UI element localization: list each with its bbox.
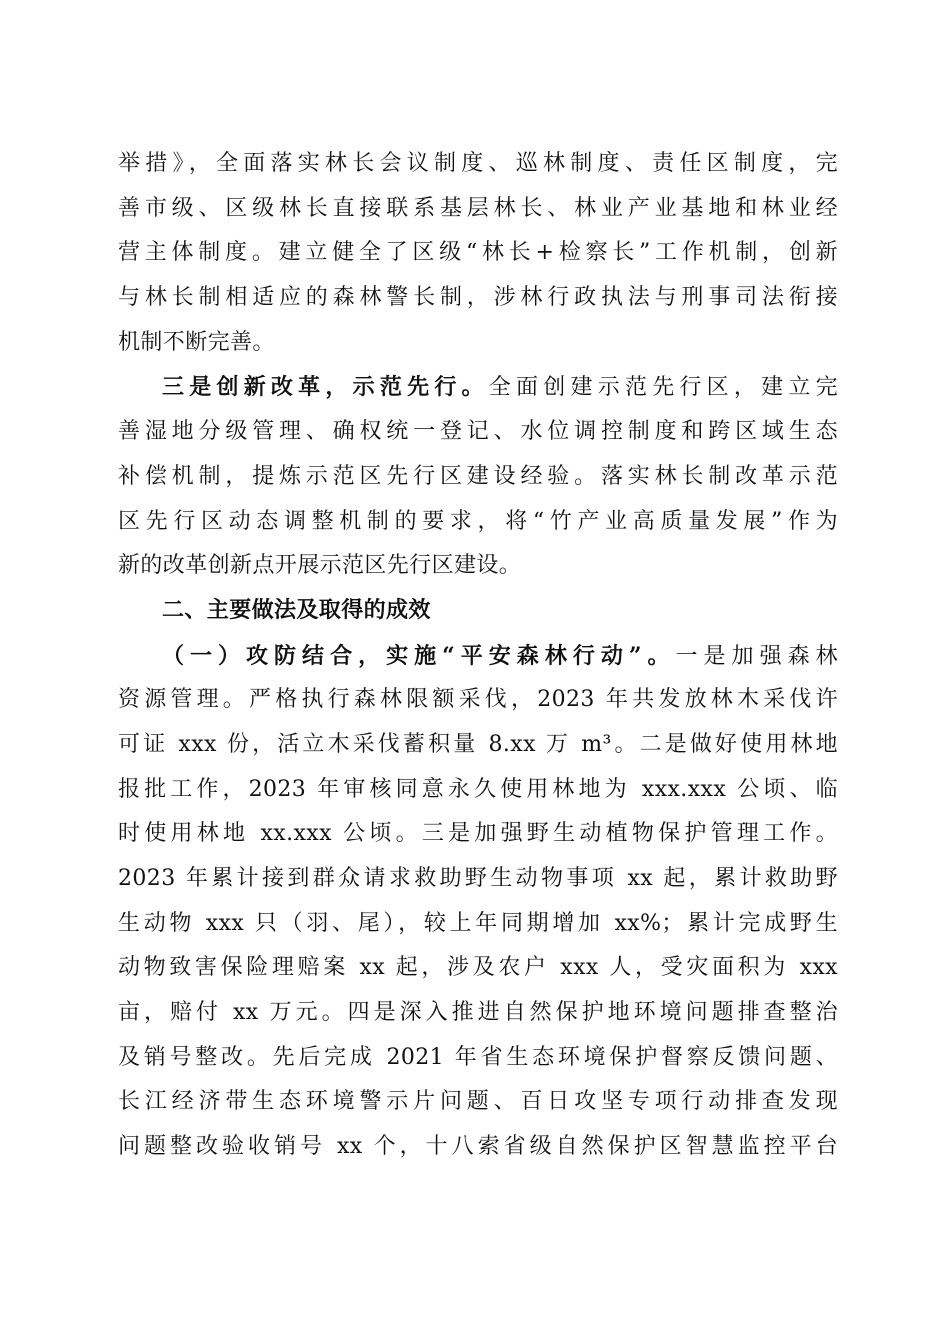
paragraph-3-line-11: 长江经济带生态环境警示片问题、百日攻坚专项行动排查发现 (118, 1089, 838, 1115)
paragraph-3-lead: （一）攻防结合，实施“平安森林行动”。 (162, 642, 676, 669)
paragraph-3-line-10: 及销号整改。先后完成 2021 年省生态环境保护督察反馈问题、 (118, 1044, 838, 1070)
paragraph-1-line-1: 举措》，全面落实林长会议制度、巡林制度、责任区制度，完 (118, 151, 838, 176)
paragraph-2-line-5: 新的改革创新点开展示范区先行区建设。 (118, 553, 522, 579)
paragraph-2-lead: 三是创新改革，示范先行。 (162, 374, 489, 401)
paragraph-3-line-1-rest: 一是加强森林 (675, 643, 838, 669)
paragraph-3-line-6: 2023 年累计接到群众请求救助野生动物事项 xx 起，累计救助野 (118, 866, 838, 891)
paragraph-3-line-8: 动物致害保险理赔案 xx 起，涉及农户 xxx 人，受灾面积为 xxx (118, 955, 838, 981)
paragraph-3-line-1 (118, 634, 838, 679)
paragraph-1-line-5: 机制不断完善。 (118, 329, 275, 355)
paragraph-2-line-3: 补偿机制，提炼示范区先行区建设经验。落实林长制改革示范 (118, 463, 838, 489)
document-body (118, 142, 838, 1170)
paragraph-3-line-9: 亩，赔付 xx 万元。四是深入推进自然保护地环境问题排查整治 (118, 1000, 838, 1026)
section-heading: 二、主要做法及取得的成效 (162, 597, 431, 623)
paragraph-1-line-2: 善市级、区级林长直接联系基层林长、林业产业基地和林业经 (118, 195, 838, 221)
paragraph-2-line-4: 区先行区动态调整机制的要求，将“竹产业高质量发展”作为 (118, 508, 838, 534)
paragraph-2-line-1-rest: 全面创建示范先行区，建立完 (488, 375, 838, 401)
paragraph-3-line-5: 时使用林地 xx.xxx 公顷。三是加强野生动植物保护管理工作。 (118, 821, 838, 847)
paragraph-3-line-7: 生动物 xxx 只（羽、尾），较上年同期增加 xx%；累计完成野生 (118, 910, 838, 936)
paragraph-1-line-3: 营主体制度。建立健全了区级“林长+检察长”工作机制，创新 (118, 240, 838, 266)
paragraph-3-line-12: 问题整改验收销号 xx 个，十八索省级自然保护区智慧监控平台 (118, 1134, 838, 1160)
paragraph-3-line-4: 报批工作，2023 年审核同意永久使用林地为 xxx.xxx 公顷、临 (118, 776, 838, 802)
paragraph-3-line-2: 资源管理。严格执行森林限额采伐，2023 年共发放林木采伐许 (118, 687, 838, 713)
paragraph-3-line-3: 可证 xxx 份，活立木采伐蓄积量 8.xx 万 m³。二是做好使用林地 (118, 731, 838, 757)
paragraph-2-line-2: 善湿地分级管理、确权统一登记、水位调控制度和跨区域生态 (118, 419, 838, 445)
paragraph-2-line-1 (118, 365, 838, 410)
paragraph-1-line-4: 与林长制相适应的森林警长制，涉林行政执法与刑事司法衔接 (118, 285, 838, 311)
